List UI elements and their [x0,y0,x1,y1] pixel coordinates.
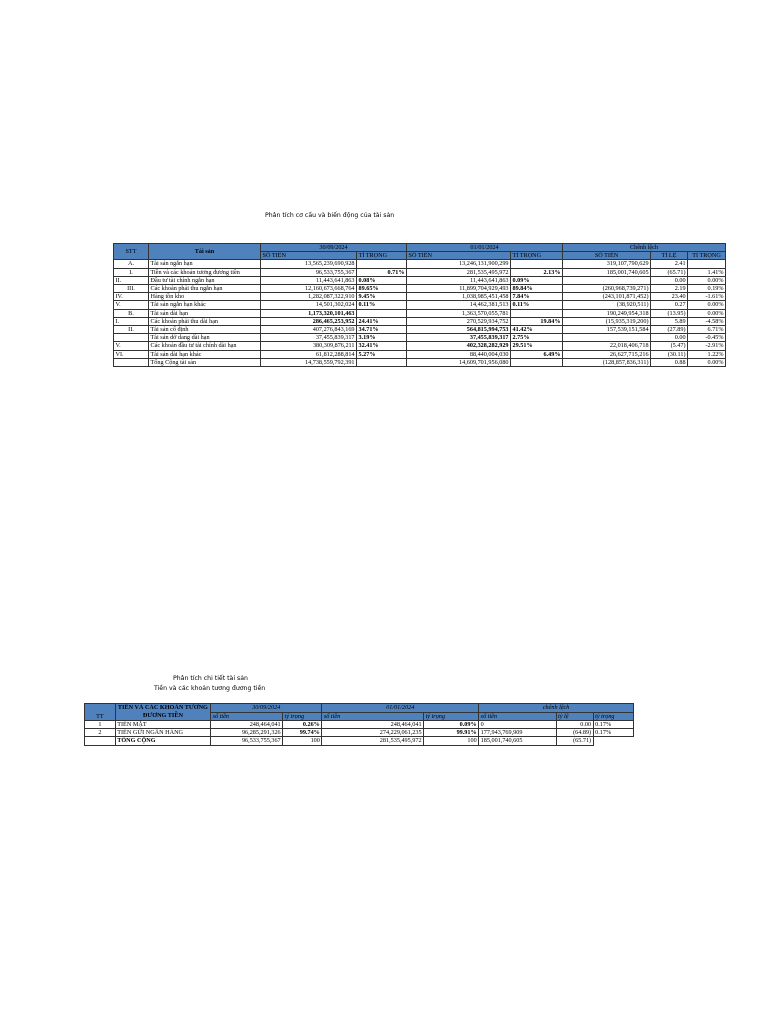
table-row [114,309,726,317]
header-ty-trong-3: tỷ trọng [593,712,633,721]
cell-diff-rate: 0.27 [651,301,688,309]
header-so-tien-3: số tiền [479,712,556,721]
cell-amount-2: 281,535,495,972 [407,268,511,276]
header-so-tien-1: số tiền [211,712,283,721]
cell-diff-share: -4.58% [688,317,726,325]
header-ti-trong-1: TỈ TRỌNG [357,252,407,260]
cell-share-2: 0.11% [511,301,563,309]
cell-share-2 [511,358,563,366]
cell-diff-share: 0.00% [688,301,726,309]
cell-name: Tổng Cộng tài sản [149,358,261,366]
header-period-2: 01/01/2024 [407,244,563,252]
cell-share-2: 2.75% [511,334,563,342]
cell-amount-2: 13,246,131,900,299 [407,260,511,268]
table-row [114,301,726,309]
cash-detail-title: Phân tích chi tiết tài sản [173,675,248,682]
cell-diff-rate: (30.11) [651,350,688,358]
cell-amount-2: 1,363,570,055,781 [407,309,511,317]
cell-diff-share: -2.91% [688,342,726,350]
cell-diff-amount: 185,001,740,605 [563,268,651,276]
cell-amount-2: 11,899,704,929,493 [407,285,511,293]
cell-amount-1: 248,464,041 [211,721,283,729]
cell-name: Tiền và các khoản tương đương tiền [149,268,261,276]
cell-stt: I. [114,317,149,325]
cell-stt [114,334,149,342]
cell-name: Tài sản cố định [149,326,261,334]
cell-diff-amount [563,276,651,284]
table-row [85,721,634,729]
cell-share-1: 32.41% [357,342,407,350]
cell-amount-1: 380,309,876,211 [261,342,357,350]
cell-stt: II. [114,326,149,334]
cell-stt: V. [114,301,149,309]
cell-share-1: 9.45% [357,293,407,301]
cell-share-2: 41.42% [511,326,563,334]
header-ti-trong-2: TỈ TRỌNG [511,252,563,260]
cell-item: TIỀN GỬI NGÂN HÀNG [115,729,210,737]
cell-name: Các khoản phải thu ngắn hạn [149,285,261,293]
cell-tt [85,737,116,745]
cell-diff-amount: (243,101,871,452) [563,293,651,301]
cell-diff-share [688,260,726,268]
cell-stt [114,358,149,366]
cell-diff-rate: 23.40 [651,293,688,301]
cell-share-1: 5.27% [357,350,407,358]
cell-diff-share: 0.19% [688,285,726,293]
table-row [114,260,726,268]
cell-diff-amount: 185,001,740,605 [479,737,556,745]
cell-share-2: 99.91% [424,729,479,737]
table-row [114,268,726,276]
cell-share-2: 6.49% [511,350,563,358]
cell-amount-1: 1,282,087,322,910 [261,293,357,301]
cell-diff-share: 1.22% [688,350,726,358]
header-difference: Chênh lệch [563,244,726,252]
cell-diff-rate: (13.95) [651,309,688,317]
cell-item: TỔNG CỘNG [115,737,210,745]
header-ty-trong-2: tỷ trọng [424,712,479,721]
header-item: TIỀN VÀ CÁC KHOẢN TƯƠNG ĐƯƠNG TIỀN [115,704,210,721]
cell-share-1: 100 [283,737,322,745]
cell-share-1 [357,358,407,366]
cell-stt: VI. [114,350,149,358]
cell-name: Các khoản đầu tư tài chính dài hạn [149,342,261,350]
cell-diff-amount: (38,920,511) [563,301,651,309]
cell-name: Các khoản phải thu dài hạn [149,317,261,325]
cell-diff-rate: (64.89) [556,729,593,737]
cell-share-1: 24.41% [357,317,407,325]
header-period-2: 01/01/2024 [322,704,479,713]
cell-stt: V. [114,342,149,350]
asset-structure-table [113,243,726,367]
cell-share-2 [511,260,563,268]
table-row [114,317,726,325]
header-ty-trong-1: tỷ trọng [283,712,322,721]
cell-stt: III. [114,285,149,293]
cell-amount-2: 281,535,495,972 [322,737,424,745]
table-row [85,729,634,737]
cell-share-1 [357,309,407,317]
cell-share-1: 0.11% [357,301,407,309]
cell-diff-amount: (260,968,739,271) [563,285,651,293]
cell-amount-2: 274,229,061,235 [322,729,424,737]
cell-amount-2: 270,529,934,752 [407,317,511,325]
cell-diff-amount: 22,018,406,718 [563,342,651,350]
cell-amount-1: 14,738,559,792,391 [261,358,357,366]
header-so-tien-2: SỐ TIỀN [407,252,511,260]
header-so-tien-3: SỐ TIỀN [563,252,651,260]
cell-diff-rate: (65.71) [651,268,688,276]
cell-share-2: 0.09% [424,721,479,729]
cell-share-2: 0.09% [511,276,563,284]
table-row [114,326,726,334]
cell-diff-share: 6.71% [688,326,726,334]
cell-diff-share: 0.00% [688,276,726,284]
cell-diff-share: 0.00% [688,358,726,366]
cell-amount-1: 96,285,291,326 [211,729,283,737]
cell-share-1: 99.74% [283,729,322,737]
table-row-total [85,737,634,745]
cell-name: Tài sản ngắn hạn [149,260,261,268]
header-tt: TT [85,704,116,721]
header-stt: STT [114,244,149,260]
cell-amount-2: 11,443,641,863 [407,276,511,284]
cell-diff-rate: 2.19 [651,285,688,293]
cell-share-1: 0.71% [357,268,407,276]
cell-amount-1: 37,455,839,317 [261,334,357,342]
header-tai-san: Tài sản [149,244,261,260]
cell-share-2: 29.51% [511,342,563,350]
cell-stt: A. [114,260,149,268]
cell-diff-rate: (65.71) [556,737,593,745]
cell-diff-amount: (128,857,836,311) [563,358,651,366]
cell-share-2: 19.84% [511,317,563,325]
cell-name: Hàng tồn kho [149,293,261,301]
header-ti-trong-3: TỈ TRỌNG [688,252,726,260]
cell-name: Tài sản dài hạn [149,309,261,317]
cell-diff-rate: 0.00 [556,721,593,729]
cell-diff-share: 1.41% [688,268,726,276]
cell-diff-share: -0.45% [688,334,726,342]
cell-amount-2: 1,038,985,451,458 [407,293,511,301]
cell-stt: IV. [114,293,149,301]
cell-diff-amount: 190,249,954,318 [563,309,651,317]
header-period-1: 30/09/2024 [211,704,322,713]
cell-name: Tài sản dài hạn khác [149,350,261,358]
table-row [114,293,726,301]
cell-share-1: 0.08% [357,276,407,284]
cell-diff-rate: 0.88 [651,358,688,366]
cell-share-1 [357,260,407,268]
cell-amount-2: 248,464,041 [322,721,424,729]
cell-diff-rate: 0.00 [651,334,688,342]
header-so-tien-1: SỐ TIỀN [261,252,357,260]
cell-share-1: 89.65% [357,285,407,293]
header-so-tien-2: số tiền [322,712,424,721]
header-ti-le: TỈ LỆ [651,252,688,260]
cell-share-2 [511,309,563,317]
header-period-1: 30/09/2024 [261,244,407,252]
cell-name: Đầu tư tài chính ngắn hạn [149,276,261,284]
cell-diff-share: 0.00% [688,309,726,317]
table-row-total [114,358,726,366]
cell-share-1: 3.19% [357,334,407,342]
cell-share-2: 2.13% [511,268,563,276]
cell-diff-amount: 319,107,790,629 [563,260,651,268]
cell-share-1: 0.26% [283,721,322,729]
cell-amount-2: 14,609,701,956,080 [407,358,511,366]
cell-amount-2: 14,462,381,513 [407,301,511,309]
asset-analysis-title: Phân tích cơ cấu và biến động của tài sản [265,212,395,219]
cell-diff-rate: 0.00 [651,276,688,284]
cell-stt: B. [114,309,149,317]
cell-diff-rate: 2.41 [651,260,688,268]
table-row [114,276,726,284]
cell-stt: II. [114,276,149,284]
cash-detail-table [84,703,634,746]
cell-share-1: 34.71% [357,326,407,334]
cell-share-2: 89.84% [511,285,563,293]
cell-diff-share: -1.61% [688,293,726,301]
cell-amount-2: 564,815,994,753 [407,326,511,334]
cell-amount-1: 286,465,253,952 [261,317,357,325]
header-difference: chênh lệch [479,704,634,713]
table-row [114,334,726,342]
cell-tt: 2 [85,729,116,737]
cell-amount-1: 14,501,302,024 [261,301,357,309]
cell-amount-2: 37,455,839,317 [407,334,511,342]
cell-amount-2: 402,328,282,929 [407,342,511,350]
cell-amount-1: 1,173,320,101,463 [261,309,357,317]
table-row [114,350,726,358]
table-row [114,342,726,350]
header-ty-le: tỷ lệ [556,712,593,721]
cell-diff-amount: 0 [479,721,556,729]
cell-diff-amount: 26,627,715,216 [563,350,651,358]
cell-amount-1: 13,565,239,690,928 [261,260,357,268]
cell-diff-share [593,737,633,745]
cell-amount-1: 12,160,673,668,764 [261,285,357,293]
cell-diff-amount: (15,935,319,200) [563,317,651,325]
cell-share-2: 7.84% [511,293,563,301]
cell-diff-rate: (5.47) [651,342,688,350]
cell-amount-1: 61,812,288,814 [261,350,357,358]
cell-tt: 1 [85,721,116,729]
cell-amount-1: 407,276,843,169 [261,326,357,334]
cell-diff-amount: 157,539,151,584 [563,326,651,334]
cell-amount-1: 96,533,755,367 [261,268,357,276]
cell-diff-amount: 177,943,769,909 [479,729,556,737]
cell-amount-1: 11,443,641,863 [261,276,357,284]
cell-stt: I. [114,268,149,276]
cell-amount-1: 96,533,755,367 [211,737,283,745]
cell-diff-rate: 5.89 [651,317,688,325]
cell-item: TIỀN MẶT [115,721,210,729]
cell-name: Tài sản ngắn hạn khác [149,301,261,309]
cell-diff-share: 0.17% [593,721,633,729]
cash-detail-subtitle: Tiền và các khoản tương đương tiền [154,685,266,692]
cell-amount-2: 88,440,004,030 [407,350,511,358]
cell-diff-amount [563,334,651,342]
cell-diff-share: 0.17% [593,729,633,737]
table-row [114,285,726,293]
cell-diff-rate: (27.89) [651,326,688,334]
cell-name: Tài sản dở dang dài hạn [149,334,261,342]
cell-share-2: 100 [424,737,479,745]
